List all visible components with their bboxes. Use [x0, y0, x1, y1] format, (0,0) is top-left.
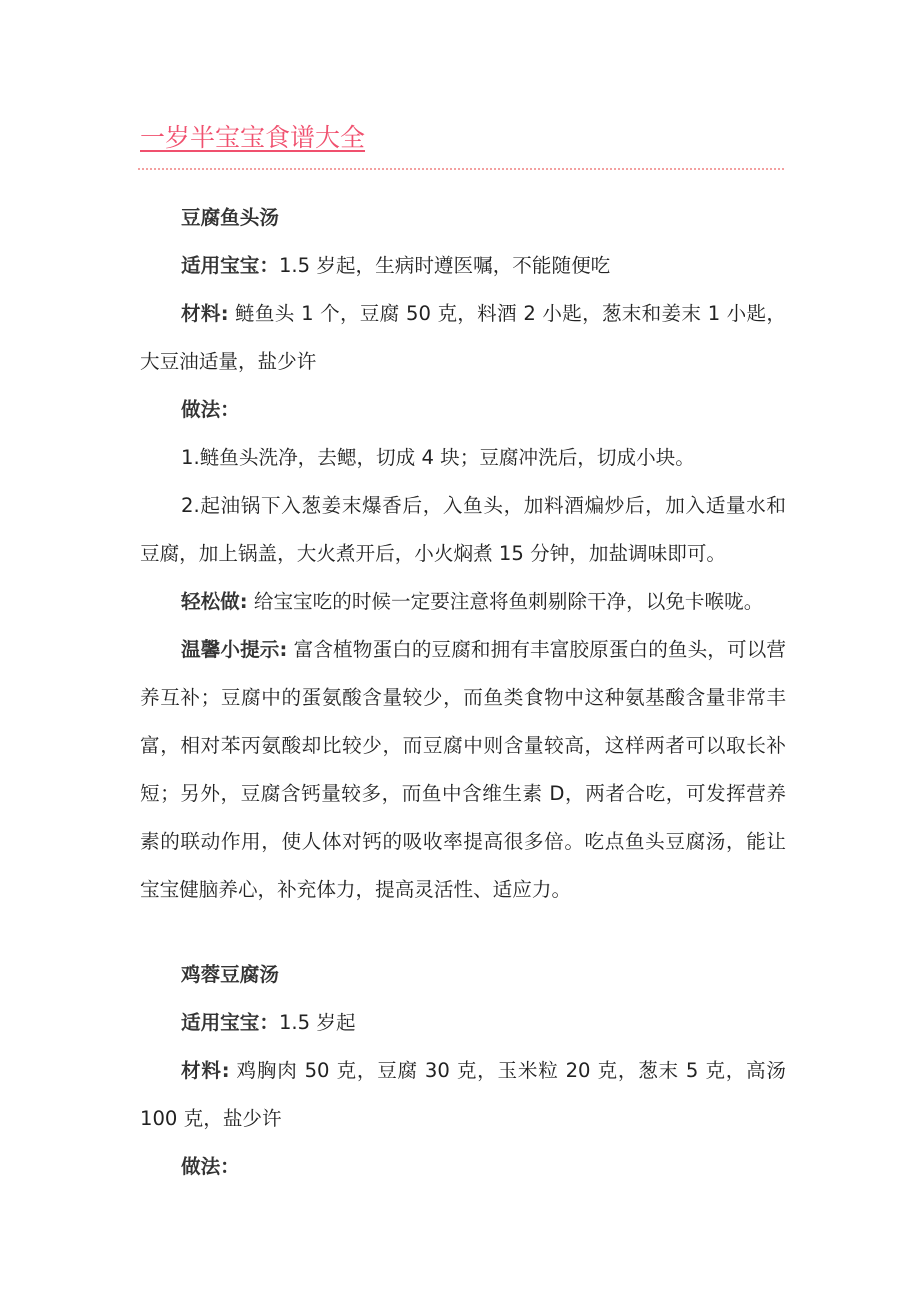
dotted-divider [138, 168, 784, 170]
recipe-1-step-1: 1.鲢鱼头洗净，去鳃，切成 4 块；豆腐冲洗后，切成小块。 [181, 446, 695, 469]
recipe-2-suitable: 适用宝宝：1.5 岁起 [181, 1011, 356, 1034]
recipe-2-name: 鸡蓉豆腐汤 [181, 963, 279, 986]
recipe-1-materials: 材料: 鲢鱼头 1 个，豆腐 50 克，料酒 2 小匙，葱末和姜末 1 小匙，大豆油适量，盐少许 [140, 302, 786, 373]
recipe-1-name: 豆腐鱼头汤 [181, 206, 279, 229]
recipe-1-method-label: 做法： [181, 398, 240, 421]
recipe-2-materials: 材料: 鸡胸肉 50 克，豆腐 30 克，玉米粒 20 克，葱末 5 克，高汤 100 克，盐少许 [140, 1059, 786, 1130]
recipe-1-step-2: 2.起油锅下入葱姜末爆香后，入鱼头，加料酒煸炒后，加入适量水和豆腐，加上锅盖，大火煮开后，小火焖煮 15 分钟，加盐调味即可。 [140, 494, 786, 565]
recipe-1-easy: 轻松做: 给宝宝吃的时候一定要注意将鱼刺剔除干净，以免卡喉咙。 [181, 590, 764, 613]
section-gap [140, 914, 786, 951]
recipe-1-suitable: 适用宝宝：1.5 岁起，生病时遵医嘱，不能随便吃 [181, 254, 611, 277]
document-title[interactable]: 一岁半宝宝食谱大全 [140, 123, 366, 152]
recipe-2-method-label: 做法： [181, 1155, 240, 1178]
document-body [140, 194, 786, 1191]
recipe-1-tip: 温馨小提示: 富含植物蛋白的豆腐和拥有丰富胶原蛋白的鱼头，可以营养互补；豆腐中的蛋氨酸含量较少，而鱼类食物中这种氨基酸含量非常丰富，相对苯丙氨酸却比较少，而豆腐中则含量较高，这样两者可以取长补短；另外，豆腐含钙量较多，而鱼中含维生素 D，两者合吃，可发挥营养素的联动作用，使人体对钙的吸收率提高很多倍。吃点鱼头豆腐汤，能让宝宝健脑养心，补充体力，提高灵活性、适应力。 [140, 638, 786, 901]
